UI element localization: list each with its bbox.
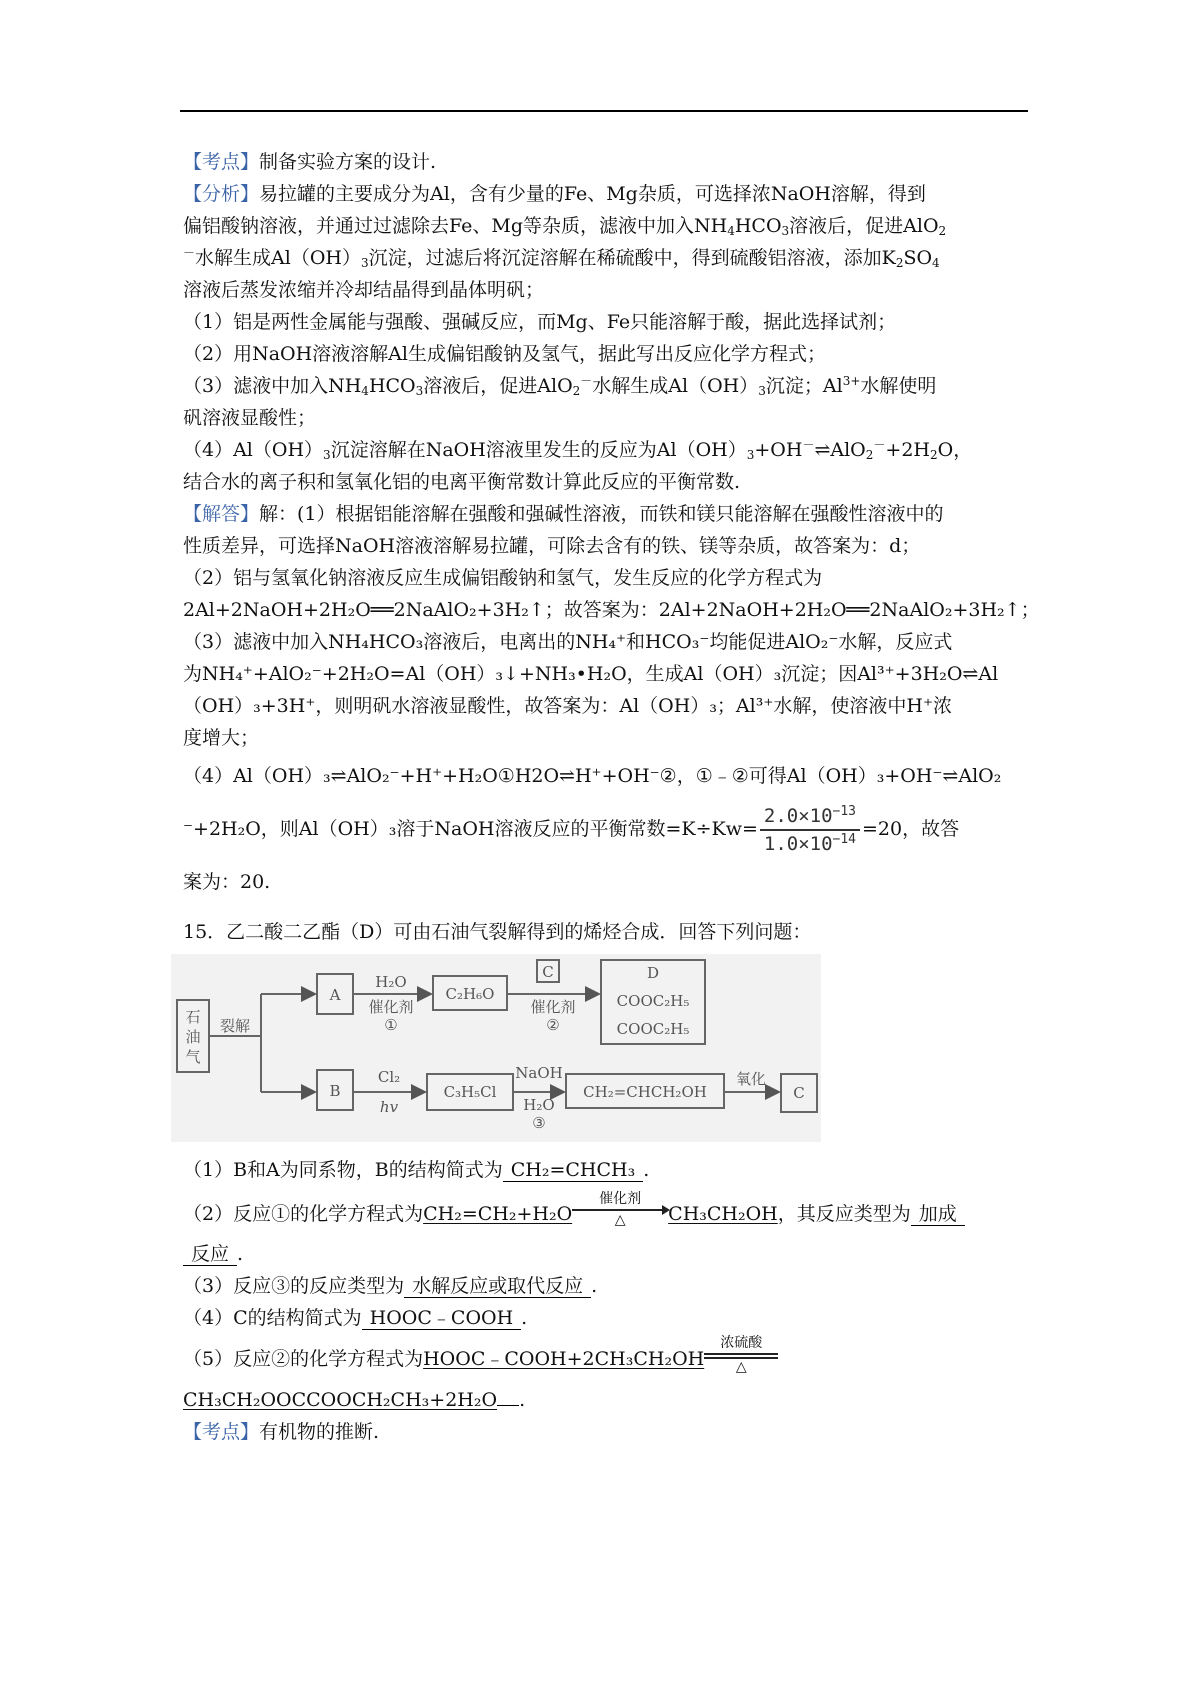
fenxi-text: 易拉罐的主要成分为Al，含有少量的Fe、Mg杂质，可选择浓NaOH溶解，得到 bbox=[259, 183, 926, 205]
part-5-answer-rhs: CH₃CH₂OOCCOOCH₂CH₃+2H₂O bbox=[183, 1389, 498, 1411]
q15-part-5 bbox=[183, 1334, 1028, 1384]
analysis-point-2 bbox=[183, 338, 1028, 370]
analysis-point-1 bbox=[183, 306, 1028, 338]
document-body bbox=[183, 146, 1040, 1448]
part-1-answer: CH₂=CHCH₃ bbox=[503, 1159, 643, 1182]
synthesis-flow-diagram bbox=[171, 954, 821, 1142]
solution-text: =20，故答 bbox=[862, 818, 960, 840]
condition-bottom: △ bbox=[735, 1358, 747, 1375]
analysis-text: 沉淀；Al bbox=[765, 375, 843, 397]
label-cooc-2: COOC₂H₅ bbox=[616, 1020, 690, 1038]
solution-text: ⁻+2H₂O，则Al（OH）₃溶于NaOH溶液反应的平衡常数=K÷Kw= bbox=[183, 818, 758, 840]
kaodian-tag-2: 【考点】 bbox=[183, 1421, 260, 1443]
analysis-text: 矾溶液显酸性； bbox=[183, 407, 317, 429]
label-D: D bbox=[646, 964, 660, 982]
fenxi-line-2: 偏铝酸钠溶液，并通过过滤除去Fe、Mg等杂质，滤液中加入$NH_4HCO_3$溶液后，促进AlO$_2$ bbox=[183, 215, 947, 238]
analysis-text: 结合水的离子积和氢氧化铝的电离平衡常数计算此反应的平衡常数. bbox=[183, 471, 741, 493]
equilibrium-fraction bbox=[760, 803, 860, 857]
part-5-answer-lhs: HOOC﹣COOH+2CH₃CH₂OH bbox=[423, 1348, 705, 1370]
solution-text: （OH）₃+3H⁺，则明矾水溶液显酸性，故答案为：Al（OH）₃；Al³⁺水解，使溶液中H⁺浓 bbox=[183, 695, 952, 717]
analysis-text: O， bbox=[937, 439, 973, 461]
solution-line-3 bbox=[183, 562, 1028, 594]
label-hv: hv bbox=[379, 1098, 399, 1116]
solution-line-7 bbox=[183, 690, 1028, 722]
label-h2o: H₂O bbox=[375, 973, 407, 991]
part-1-prompt: （1）B和A为同系物，B的结构简式为 bbox=[183, 1159, 503, 1181]
solution-line-2 bbox=[183, 530, 1028, 562]
question-stem-text: 15．乙二酸二乙酯（D）可由石油气裂解得到的烯烃合成．回答下列问题： bbox=[183, 921, 812, 943]
solution-text: （4）Al（OH）₃⇌AlO₂⁻+H⁺+H₂O①H2O⇌H⁺+OH⁻②，①﹣②可得Al（OH）₃+OH⁻⇌AlO₂ bbox=[183, 765, 1002, 787]
fenxi-line-3: －水解生成$Al(OH)_3$沉淀，过滤后将沉淀溶解在稀硫酸中，得到硫酸铝溶液，添加$K_2SO_4$ bbox=[183, 246, 940, 270]
analysis-text: HCO bbox=[368, 375, 416, 397]
fenxi-text: HCO bbox=[734, 215, 782, 237]
solution-line-8 bbox=[183, 722, 1028, 754]
analysis-point-4b bbox=[183, 466, 1028, 498]
question-15-stem bbox=[183, 916, 1028, 948]
denominator-exponent: −14 bbox=[832, 832, 856, 847]
solution-line-1 bbox=[183, 498, 1028, 530]
jieda-tag: 【解答】 bbox=[183, 503, 260, 525]
q15-part-5b: CH₃CH₂OOCCOOCH₂CH₃+2H₂O . bbox=[183, 1389, 526, 1411]
condition-top: 催化剂 bbox=[599, 1191, 642, 1207]
solution-line-11 bbox=[183, 860, 1028, 904]
fenxi-text: 偏铝酸钠溶液，并通过过滤除去Fe、Mg等杂质，滤液中加入NH bbox=[183, 215, 728, 237]
source-label-2: 油 bbox=[185, 1028, 201, 1046]
label-h2o-2: H₂O bbox=[523, 1096, 555, 1114]
solution-line-4 bbox=[183, 594, 1040, 626]
condition-bottom: △ bbox=[614, 1212, 626, 1228]
q15-part-4: （4）C的结构简式为 HOOC﹣COOH . bbox=[183, 1307, 528, 1329]
equilibrium-arrow-top bbox=[704, 1353, 778, 1355]
part-2-prompt: （2）反应①的化学方程式为 bbox=[183, 1203, 424, 1225]
header-rule bbox=[180, 110, 1028, 112]
part-4-answer: HOOC﹣COOH bbox=[362, 1307, 522, 1330]
label-allyl: CH₂=CHCH₂OH bbox=[583, 1083, 707, 1101]
label-B: B bbox=[329, 1082, 341, 1100]
solution-line-9 bbox=[183, 754, 1028, 798]
fenxi-tag: 【分析】 bbox=[183, 183, 260, 205]
analysis-text: （3）滤液中加入NH bbox=[183, 375, 362, 397]
label-cl2: Cl₂ bbox=[377, 1068, 401, 1086]
analysis-point-3b bbox=[183, 402, 1028, 434]
label-A: A bbox=[329, 986, 341, 1004]
flow-diagram-svg bbox=[171, 954, 821, 1142]
solution-text: 案为：20. bbox=[183, 871, 271, 893]
fenxi-line-1 bbox=[183, 178, 1028, 210]
numerator-exponent: −13 bbox=[832, 804, 856, 819]
fenxi-text: 水解生成Al（OH） bbox=[195, 247, 361, 269]
fenxi-line-4 bbox=[183, 274, 1028, 306]
analysis-text: 水解使明 bbox=[860, 375, 937, 397]
fraction-numerator bbox=[760, 803, 860, 831]
q15-part-3: （3）反应③的反应类型为 水解反应或取代反应 . bbox=[183, 1275, 598, 1297]
analysis-text: 水解生成Al（OH） bbox=[592, 375, 759, 397]
solution-text: 性质差异，可选择NaOH溶液溶解易拉罐，可除去含有的铁、镁等杂质，故答案为：d； bbox=[183, 535, 921, 557]
label-n1: ① bbox=[384, 1016, 398, 1034]
label-naoh: NaOH bbox=[515, 1064, 563, 1082]
reaction-arrow bbox=[572, 1209, 668, 1211]
part-2-type-answer-cont: 反应 bbox=[183, 1243, 237, 1266]
solution-text: 解：(1）根据铝能溶解在强酸和强碱性溶液，而铁和镁只能溶解在强酸性溶液中的 bbox=[259, 503, 944, 525]
analysis-text: 溶液后，促进AlO bbox=[423, 375, 573, 397]
analysis-text: （1）铝是两性金属能与强酸、强碱反应，而Mg、Fe只能溶解于酸，据此选择试剂； bbox=[183, 311, 897, 333]
solution-line-10 bbox=[183, 798, 1028, 860]
q15-kaodian-line bbox=[183, 1416, 1028, 1448]
label-c3h5cl: C₃H₅Cl bbox=[443, 1083, 497, 1101]
fenxi-text: 溶液后蒸发浓缩并冷却结晶得到晶体明矾； bbox=[183, 279, 545, 301]
part-4-prompt: （4）C的结构简式为 bbox=[183, 1307, 362, 1329]
solution-text: （3）滤液中加入NH₄HCO₃溶液后，电离出的NH₄⁺和HCO₃⁻均能促进AlO₂⁻水解，反应式 bbox=[183, 631, 953, 653]
part-2-type-answer: 加成 bbox=[911, 1203, 965, 1226]
label-cat2: 催化剂 bbox=[530, 998, 576, 1016]
solution-text: （2）铝与氢氧化钠溶液反应生成偏铝酸钠和氢气，发生反应的化学方程式为 bbox=[183, 567, 823, 589]
q15-part-2 bbox=[183, 1190, 1028, 1238]
equilibrium-condition bbox=[704, 1334, 778, 1375]
part-5-prompt: （5）反应②的化学方程式为 bbox=[183, 1348, 424, 1370]
source-label-1: 石 bbox=[185, 1008, 201, 1026]
analysis-point-4: $(4)Al(OH)_3$沉淀溶解在NaOH溶液里发生的反应为$Al(OH)_3+OH^-\rightleftharpoons AlO_2^-+2H_2O$， bbox=[183, 438, 973, 462]
fenxi-text: SO bbox=[903, 247, 933, 269]
denominator-text: 1.0×10 bbox=[763, 833, 833, 855]
source-label-3: 气 bbox=[185, 1048, 201, 1066]
solution-line-5 bbox=[183, 626, 1028, 658]
fenxi-text: 沉淀，过滤后将沉淀溶解在稀硫酸中，得到硫酸铝溶液，添加K bbox=[368, 247, 896, 269]
condition-top: 浓硫酸 bbox=[720, 1334, 763, 1351]
solution-text: 度增大； bbox=[183, 727, 260, 749]
part-3-prompt: （3）反应③的反应类型为 bbox=[183, 1275, 405, 1297]
analysis-text: +OH bbox=[754, 439, 803, 461]
label-n2: ② bbox=[546, 1016, 560, 1034]
kaodian-line bbox=[183, 146, 1028, 178]
part-2-answer-lhs: CH₂=CH₂+H₂O bbox=[423, 1203, 573, 1225]
solution-equation: 2Al+2NaOH+2H₂O══2NaAlO₂+3H₂↑；故答案为：2Al+2NaOH+2H₂O══2NaAlO₂+3H₂↑； bbox=[183, 599, 1040, 621]
label-C-top: C bbox=[542, 963, 554, 981]
part-2-answer-rhs: CH₃CH₂OH bbox=[668, 1203, 778, 1225]
analysis-text: （2）用NaOH溶液溶解Al生成偏铝酸钠及氢气，据此写出反应化学方程式； bbox=[183, 343, 826, 365]
fraction-denominator bbox=[760, 831, 860, 857]
label-C-end: C bbox=[793, 1084, 805, 1102]
label-oxid: 氧化 bbox=[735, 1070, 767, 1088]
analysis-text: 沉淀溶解在NaOH溶液里发生的反应为Al（OH） bbox=[330, 439, 747, 461]
analysis-text: （4）Al（OH） bbox=[183, 439, 324, 461]
kaodian-text: 制备实验方案的设计. bbox=[259, 151, 437, 173]
label-cat1: 催化剂 bbox=[368, 998, 414, 1016]
q15-part-2b: 反应 . bbox=[183, 1238, 1028, 1270]
q15-part-1: （1）B和A为同系物，B的结构简式为 CH₂=CHCH₃ . bbox=[183, 1159, 650, 1181]
part-3-answer: 水解反应或取代反应 bbox=[404, 1275, 591, 1298]
solution-text: 为NH₄⁺+AlO₂⁻+2H₂O=Al（OH）₃↓+NH₃•H₂O，生成Al（OH）₃沉淀；因Al³⁺+3H₂O⇌Al bbox=[183, 663, 999, 685]
analysis-text: ⇌AlO bbox=[814, 439, 866, 461]
label-cooc-1: COOC₂H₅ bbox=[616, 992, 690, 1010]
analysis-point-3: （3）滤液中加入$NH_4HCO_3$溶液后，促进AlO$_2$－水解生成$Al(OH)_3$沉淀；$Al^{3+}$水解使明 bbox=[183, 374, 937, 398]
label-n3: ③ bbox=[532, 1114, 546, 1132]
crack-label: 裂解 bbox=[219, 1017, 251, 1035]
kaodian-tag: 【考点】 bbox=[183, 151, 260, 173]
catalyst-condition bbox=[572, 1190, 668, 1228]
analysis-text: +2H bbox=[885, 439, 930, 461]
fenxi-text: 溶液后，促进AlO bbox=[789, 215, 939, 237]
part-2-mid: ，其反应类型为 bbox=[777, 1203, 911, 1225]
solution-line-6 bbox=[183, 658, 1028, 690]
kaodian-text-2: 有机物的推断. bbox=[259, 1421, 380, 1443]
numerator-text: 2.0×10 bbox=[763, 805, 833, 827]
label-c2h6o: C₂H₆O bbox=[445, 985, 495, 1003]
